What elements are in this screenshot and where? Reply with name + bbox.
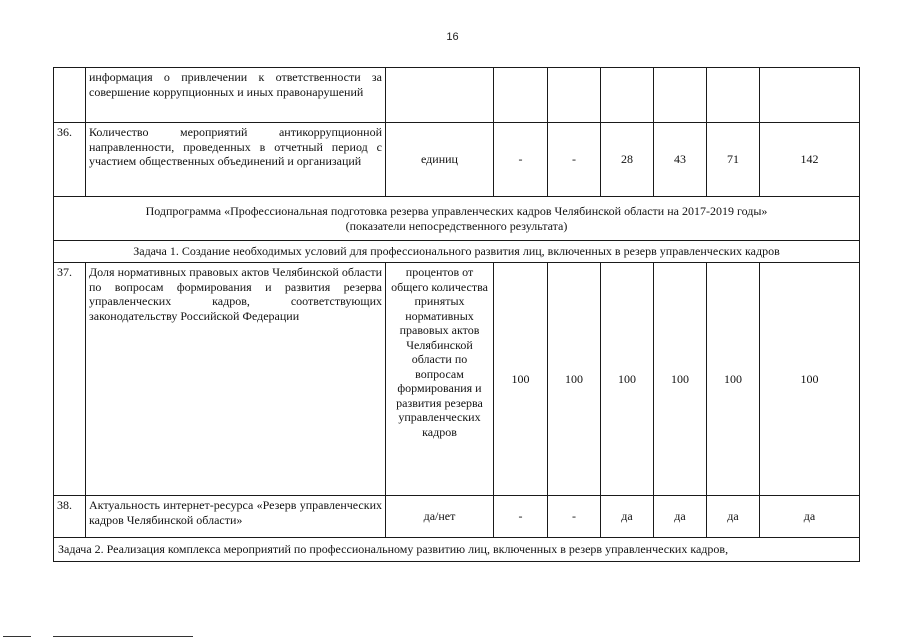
indicator-unit: да/нет <box>386 496 494 538</box>
value-cell <box>601 68 654 123</box>
table-row <box>54 123 860 197</box>
indicator-unit: процентов от общего количества принятых нормативных правовых актов Челябинской области по вопросам формирования и развития резерва управленческих кадров <box>386 263 494 496</box>
value-cell <box>707 68 760 123</box>
value-cell <box>494 68 548 123</box>
value-cell: 100 <box>707 263 760 496</box>
task-1-heading: Задача 1. Создание необходимых условий для профессионального развития лиц, включенных в резерв управленческих кадров <box>54 241 860 263</box>
subprogram-heading <box>54 197 860 241</box>
table-row <box>54 496 860 538</box>
value-cell: 43 <box>654 123 707 197</box>
value-cell: да <box>654 496 707 538</box>
value-cell: 100 <box>548 263 601 496</box>
indicator-unit: единиц <box>386 123 494 197</box>
value-cell: - <box>548 123 601 197</box>
value-cell: 142 <box>760 123 860 197</box>
indicators-table <box>53 67 860 562</box>
subprogram-title: Подпрограмма «Профессиональная подготовка резерва управленческих кадров Челябинской области на 2017-2019 годы» <box>145 204 768 218</box>
task-row <box>54 241 860 263</box>
value-cell: 100 <box>601 263 654 496</box>
value-cell: 100 <box>494 263 548 496</box>
task-2-heading: Задача 2. Реализация комплекса мероприятий по профессиональному развитию лиц, включенных в резерв управленческих кадров, <box>54 538 860 562</box>
value-cell: 71 <box>707 123 760 197</box>
indicator-unit <box>386 68 494 123</box>
page-number: 16 <box>446 31 459 43</box>
footnote-rule <box>53 636 193 637</box>
value-cell: 100 <box>760 263 860 496</box>
indicator-name: Количество мероприятий антикоррупционной направленности, проведенных в отчетный период с участием общественных объединений и организаций <box>86 123 386 197</box>
value-cell: 28 <box>601 123 654 197</box>
value-cell: да <box>707 496 760 538</box>
value-cell: да <box>760 496 860 538</box>
value-cell: 100 <box>654 263 707 496</box>
value-cell <box>548 68 601 123</box>
subprogram-row <box>54 197 860 241</box>
task-row <box>54 538 860 562</box>
row-number: 38. <box>54 496 86 538</box>
subprogram-subtitle: (показатели непосредственного результата) <box>345 218 568 233</box>
value-cell <box>760 68 860 123</box>
footnote-mark <box>3 636 31 637</box>
row-number: 36. <box>54 123 86 197</box>
table-row <box>54 263 860 496</box>
row-number <box>54 68 86 123</box>
value-cell: да <box>601 496 654 538</box>
indicator-name: Актуальность интернет-ресурса «Резерв управленческих кадров Челябинской области» <box>86 496 386 538</box>
value-cell <box>654 68 707 123</box>
value-cell: - <box>494 496 548 538</box>
indicator-name: Доля нормативных правовых актов Челябинской области по вопросам формирования и развития резерва управленческих кадров, соответствующих законодательству Российской Федерации <box>86 263 386 496</box>
indicator-name: информация о привлечении к ответственности за совершение коррупционных и иных правонарушений <box>86 68 386 123</box>
table-row <box>54 68 860 123</box>
value-cell: - <box>548 496 601 538</box>
row-number: 37. <box>54 263 86 496</box>
value-cell: - <box>494 123 548 197</box>
